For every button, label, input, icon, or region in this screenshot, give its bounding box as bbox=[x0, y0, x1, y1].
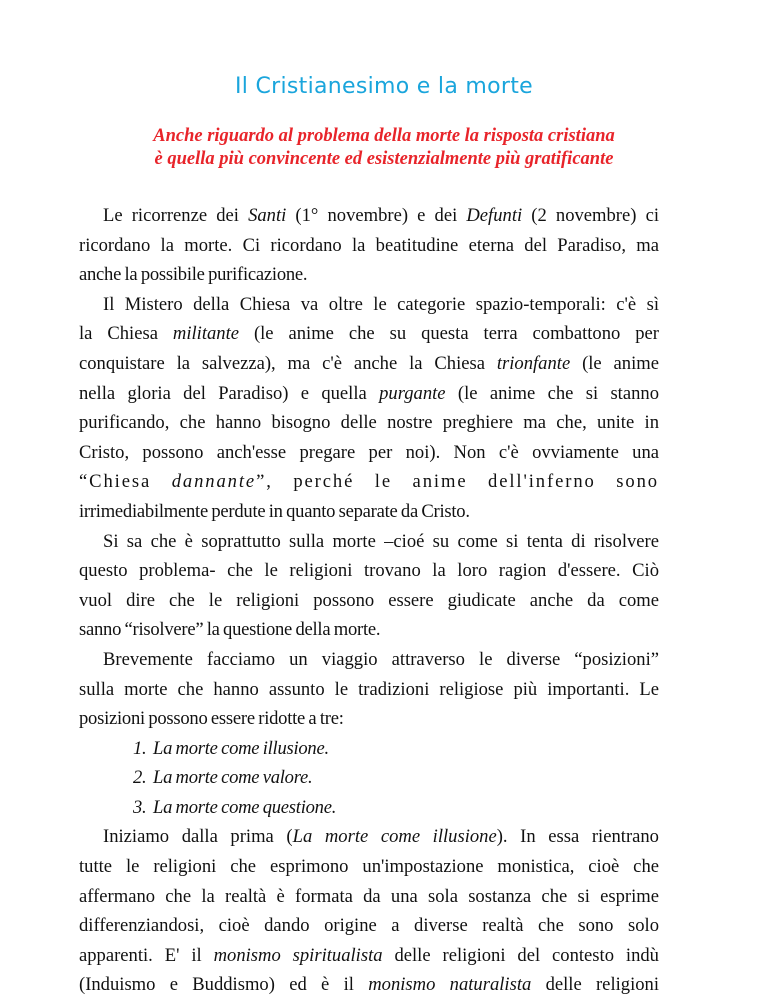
text-line: sanno “risolvere” la questione della morte. bbox=[79, 619, 381, 641]
text-line: irrimediabilmente perdute in quanto separate da Cristo. bbox=[79, 500, 470, 522]
text-line: posizioni possono essere ridotte a tre: bbox=[79, 708, 344, 730]
document-body bbox=[79, 201, 659, 1000]
text-line: “Chiesa dannante”, perché le anime dell'inferno sono bbox=[79, 471, 659, 493]
text-line: differenziandosi, cioè dando origine a diverse realtà che sono solo bbox=[79, 915, 659, 937]
emphasis: monismo naturalista bbox=[368, 974, 532, 996]
text-line: la Chiesa militante (le anime che su questa terra combattono per bbox=[79, 323, 659, 345]
list-text: La morte come questione. bbox=[153, 796, 337, 818]
list-number: 3. bbox=[133, 796, 147, 818]
list-number: 2. bbox=[133, 767, 147, 789]
emphasis: dannante bbox=[171, 471, 257, 493]
emphasis: militante bbox=[172, 323, 240, 345]
text-line: anche la possibile purificazione. bbox=[79, 264, 308, 286]
text-line: tutte le religioni che esprimono un'impostazione monistica, cioè che bbox=[79, 856, 659, 878]
text-line: questo problema- che le religioni trovano la loro ragion d'essere. Ciò bbox=[79, 560, 659, 582]
emphasis: trionfante bbox=[496, 352, 571, 374]
emphasis: Santi bbox=[248, 205, 287, 226]
text-line: affermano che la realtà è formata da una sola sostanza che si esprime bbox=[79, 885, 659, 907]
paragraph-2 bbox=[79, 290, 659, 527]
document-title: Il Cristianesimo e la morte bbox=[234, 74, 534, 99]
text-line: (Induismo e Buddismo) ed è il monismo naturalista delle religioni bbox=[79, 974, 659, 996]
text-line: conquistare la salvezza), ma c'è anche la Chiesa trionfante (le anime bbox=[79, 352, 659, 374]
paragraph-5 bbox=[79, 822, 659, 1000]
list-text: La morte come valore. bbox=[153, 767, 313, 789]
text-line: sulla morte che hanno assunto le tradizioni religiose più importanti. Le bbox=[79, 678, 659, 700]
text-line: purificando, che hanno bisogno delle nostre preghiere ma che, unite in bbox=[79, 412, 659, 434]
paragraph-4 bbox=[79, 645, 659, 734]
list-number: 1. bbox=[133, 737, 147, 759]
text-line: Si sa che è soprattutto sulla morte –cioé su come si tenta di risolvere bbox=[103, 530, 659, 552]
list-item bbox=[79, 793, 659, 823]
subtitle-line-2: è quella più convincente ed esistenzialmente più gratificante bbox=[154, 149, 614, 169]
text-line: nella gloria del Paradiso) e quella purgante (le anime che si stanno bbox=[79, 382, 659, 404]
emphasis: La morte come illusione bbox=[292, 826, 497, 848]
text-line: vuol dire che le religioni possono essere giudicate anche da come bbox=[79, 589, 659, 611]
text-line: Cristo, possono anch'esse pregare per noi). Non c'è ovviamente una bbox=[79, 441, 659, 463]
paragraph-1 bbox=[79, 201, 659, 290]
text-line: Iniziamo dalla prima (La morte come illusione). In essa rientrano bbox=[103, 826, 659, 848]
subtitle-line-1: Anche riguardo al problema della morte la risposta cristiana bbox=[153, 126, 615, 146]
text-line: Le ricorrenze dei Santi (1° novembre) e dei Defunti (2 novembre) ci bbox=[103, 205, 659, 226]
emphasis: monismo spiritualista bbox=[213, 944, 383, 966]
list-item bbox=[79, 734, 659, 764]
paragraph-3 bbox=[79, 527, 659, 645]
list-text: La morte come illusione. bbox=[153, 737, 329, 759]
list-item bbox=[79, 763, 659, 793]
text-line: apparenti. E' il monismo spiritualista delle religioni del contesto indù bbox=[79, 944, 659, 966]
text-line: Il Mistero della Chiesa va oltre le categorie spazio-temporali: c'è sì bbox=[103, 293, 659, 315]
text-line: ricordano la morte. Ci ricordano la beatitudine eterna del Paradiso, ma bbox=[79, 234, 659, 256]
numbered-list bbox=[79, 734, 659, 823]
emphasis: purgante bbox=[379, 382, 446, 404]
emphasis: Defunti bbox=[466, 205, 523, 226]
document-subtitle bbox=[0, 125, 768, 171]
text-line: Brevemente facciamo un viaggio attraverso le diverse “posizioni” bbox=[103, 648, 659, 670]
